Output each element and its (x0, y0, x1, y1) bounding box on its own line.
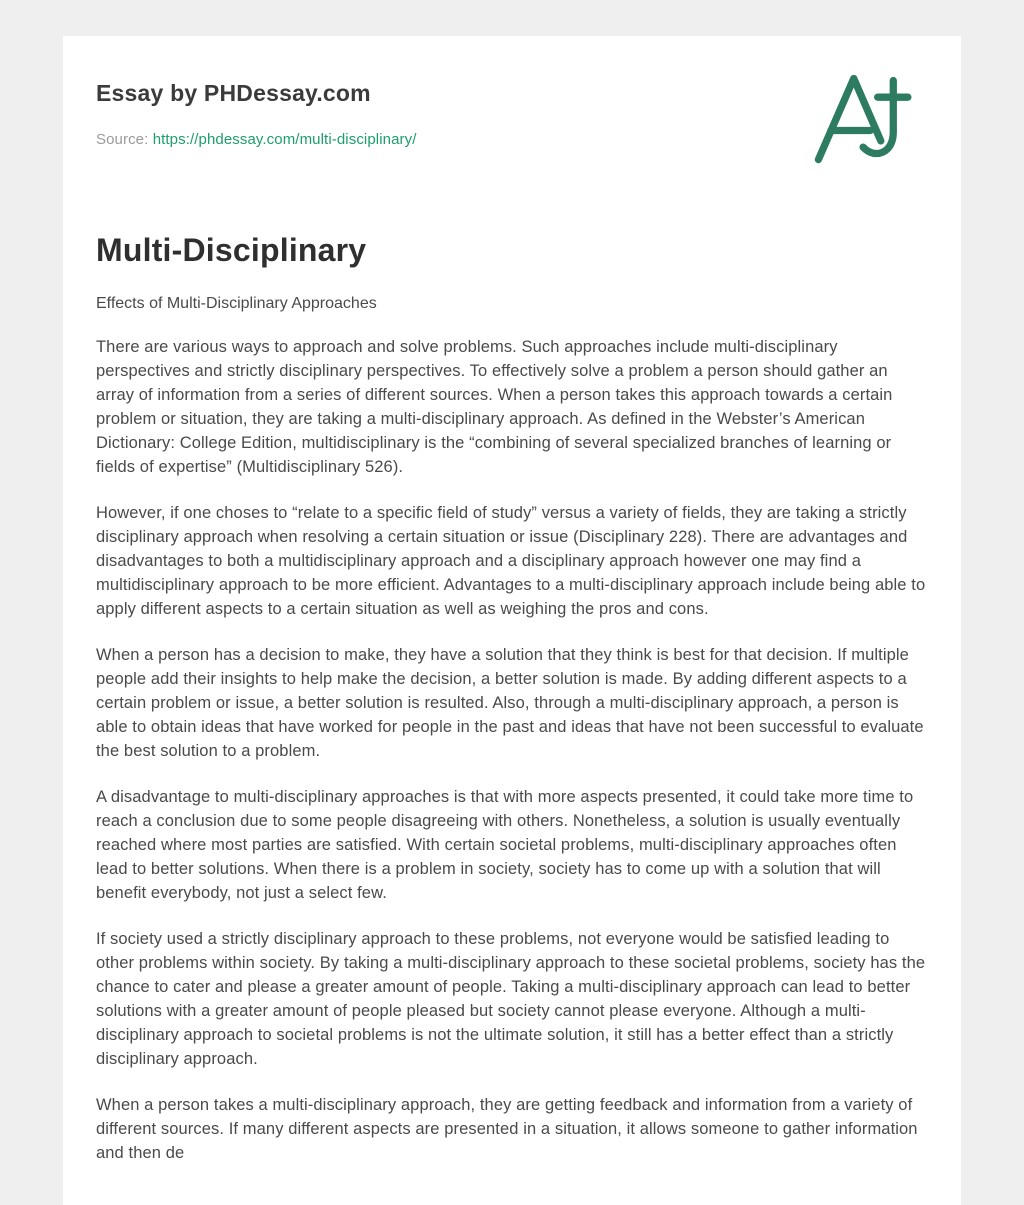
source-label: Source: (96, 131, 149, 148)
essay-body (96, 335, 928, 1165)
essay-paragraph: However, if one choses to “relate to a specific field of study” versus a variety of fields, they are taking a strictly disciplinary approach when resolving a certain situation or issue (Disciplinary 228). There are advantages and disadvantages to both a multidisciplinary approach and a disciplinary approach however one may find a multidisciplinary approach to be more efficient. Advantages to a multi-disciplinary approach include being able to apply different aspects to a certain situation as well as weighing the pros and cons. (96, 504, 926, 618)
source-line (96, 131, 788, 148)
article-title: Multi-Disciplinary (96, 232, 367, 268)
article-subtitle: Effects of Multi-Disciplinary Approaches (96, 295, 377, 312)
essay-card (63, 36, 961, 1205)
essay-paragraph: If society used a strictly disciplinary approach to these problems, not everyone would be satisfied leading to other problems within society. By taking a multi-disciplinary approach to these societal problems, society has the chance to cater and please a greater amount of people. Taking a multi-disciplinary approach can lead to better solutions with a greater amount of people pleased but society cannot please everyone. Although a multi-disciplinary approach to societal problems is not the ultimate solution, it still has a better effect than a strictly disciplinary approach. (96, 930, 926, 1068)
essay-paragraph: A disadvantage to multi-disciplinary approaches is that with more aspects presented, it could take more time to reach a conclusion due to some people disagreeing with others. Nonetheless, a solution is usually eventually reached where most parties are satisfied. With certain societal problems, multi-disciplinary approaches often lead to better solutions. When there is a problem in society, society has to come up with a solution that will benefit everybody, not just a select few. (96, 788, 914, 902)
essay-header (96, 80, 928, 148)
essay-paragraph: There are various ways to approach and solve problems. Such approaches include multi-disciplinary perspectives and strictly disciplinary perspectives. To effectively solve a problem a person should gather an array of information from a series of different sources. When a person takes this approach towards a certain problem or situation, they are taking a multi-disciplinary approach. As defined in the Webster’s American Dictionary: College Edition, multidisciplinary is the “combining of several specialized branches of learning or fields of expertise” (Multidisciplinary 526). (96, 338, 893, 476)
source-url-link[interactable]: https://phdessay.com/multi-disciplinary/ (152, 131, 417, 148)
site-title: Essay by PHDessay.com (96, 80, 371, 106)
phdessay-a-plus-logo-icon (808, 66, 912, 170)
essay-paragraph: When a person takes a multi-disciplinary approach, they are getting feedback and information from a variety of different sources. If many different aspects are presented in a situation, it allows someone to gather information and then de (96, 1096, 918, 1162)
essay-paragraph: When a person has a decision to make, they have a solution that they think is best for that decision. If multiple people add their insights to help make the decision, a better solution is made. By adding different aspects to a certain problem or issue, a better solution is resulted. Also, through a multi-disciplinary approach, a person is able to obtain ideas that have worked for people in the past and ideas that have not been successful to evaluate the best solution to a problem. (96, 646, 924, 760)
